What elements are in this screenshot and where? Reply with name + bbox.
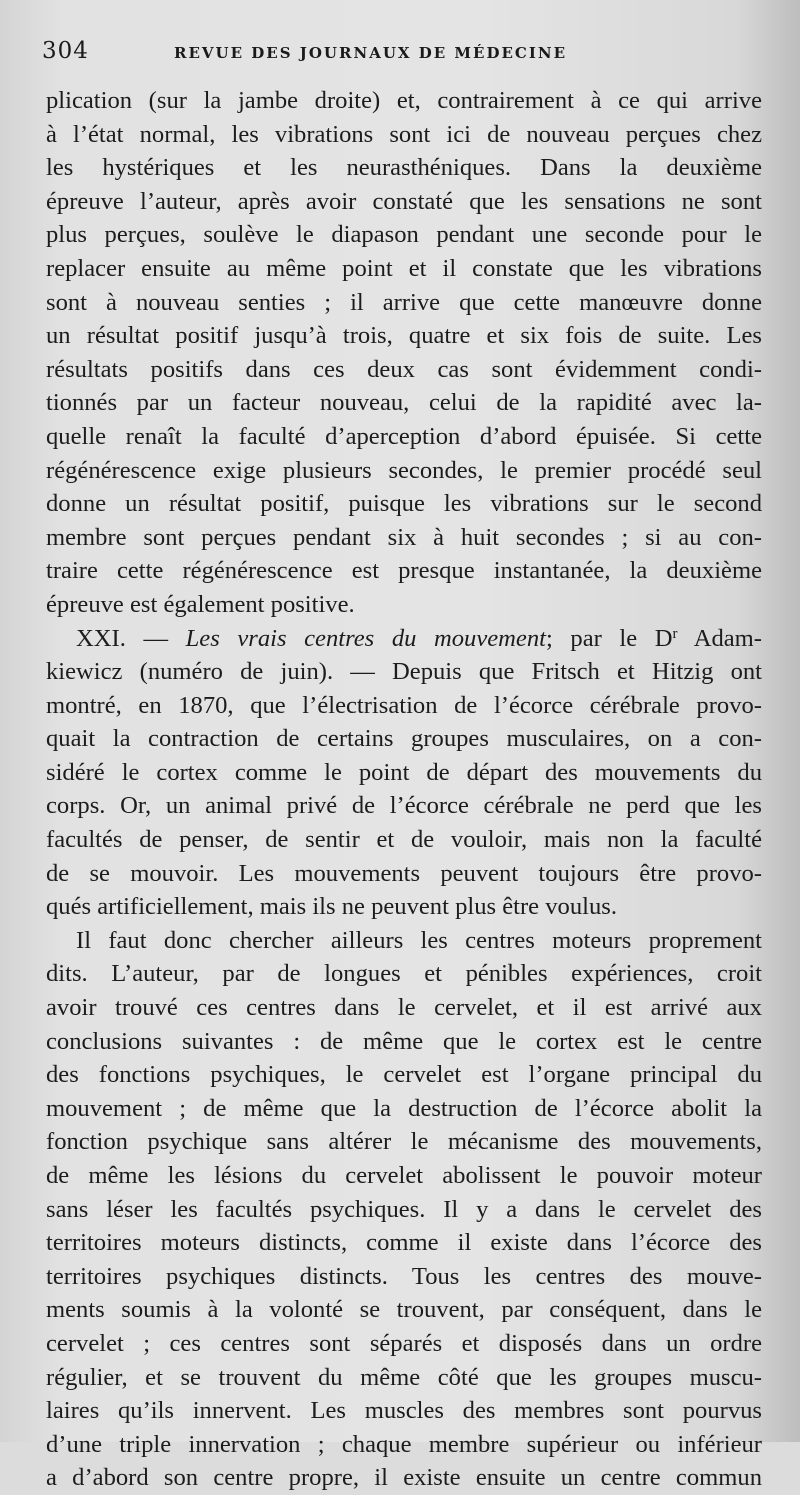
text-line: Il faut donc chercher ailleurs les centres moteurs proprement [76, 926, 762, 954]
superscript: r [672, 625, 678, 642]
text-line: épreuve l’auteur, après avoir constaté que les sensations ne sont [46, 187, 762, 215]
text-line: kiewicz (numéro de juin). — Depuis que Fritsch et Hitzig ont [46, 658, 762, 686]
text-line: avoir trouvé ces centres dans le cervelet, et il est arrivé aux [46, 994, 762, 1022]
text-line: conclusions suivantes : de même que le cortex est le centre [46, 1027, 762, 1055]
text-line: ments soumis à la volonté se trouvent, par conséquent, dans le [46, 1296, 762, 1324]
author-name: Adam- [677, 624, 762, 652]
section-number: XXI. — [76, 624, 169, 652]
text-line: fonction psychique sans altérer le mécanisme des mouvements, [46, 1128, 762, 1156]
text-line: plication (sur la jambe droite) et, contrairement à ce qui arrive [46, 87, 762, 114]
text-line: plus perçues, soulève le diapason pendant une seconde pour le [46, 221, 762, 249]
text-line: territoires moteurs distincts, comme il existe dans l’écorce des [46, 1229, 762, 1257]
section-heading-line [46, 622, 762, 656]
text-line: territoires psychiques distincts. Tous les centres des mouve- [46, 1262, 762, 1290]
running-title: REVUE DES JOURNAUX DE MÉDECINE [174, 44, 568, 62]
text-line: les hystériques et les neurasthéniques. Dans la deuxième [46, 154, 762, 182]
text-line: dits. L’auteur, par de longues et pénibles expériences, croit [46, 960, 762, 988]
text-line: replacer ensuite au même point et il constate que les vibrations [46, 254, 762, 282]
text-line: mouvement ; de même que la destruction de l’écorce abolit la [46, 1094, 762, 1122]
page-header [42, 38, 762, 70]
text-line: cervelet ; ces centres sont séparés et disposés dans un ordre [46, 1329, 762, 1357]
text-line: membre sont perçues pendant six à huit secondes ; si au con- [46, 523, 762, 551]
text-line: d’une triple innervation ; chaque membre supérieur ou inférieur [46, 1430, 762, 1458]
text-line: facultés de penser, de sentir et de vouloir, mais non la faculté [46, 826, 762, 854]
text-line: a d’abord son centre propre, il existe ensuite un centre commun [46, 1464, 762, 1492]
text-line: montré, en 1870, que l’électrisation de l’écorce cérébrale provo- [46, 691, 762, 719]
text-line: traire cette régénérescence est presque instantanée, la deuxième [46, 557, 762, 585]
text-line: qués artificiellement, mais ils ne peuvent plus être voulus. [46, 893, 617, 921]
body-text [46, 84, 762, 1495]
text-line: sidéré le cortex comme le point de départ des mouvements du [46, 758, 762, 786]
text-line: épreuve est également positive. [46, 590, 355, 618]
text-line: régénérescence exige plusieurs secondes, le premier procédé seul [46, 456, 762, 484]
section-title: Les vrais centres du mouvement [185, 624, 546, 652]
text-line: quelle renaît la faculté d’aperception d’abord épuisée. Si cette [46, 422, 762, 450]
text-line: corps. Or, un animal privé de l’écorce cérébrale ne perd que les [46, 792, 762, 820]
text-line: tionnés par un facteur nouveau, celui de la rapidité avec la- [46, 389, 762, 417]
text-line: sans léser les facultés psychiques. Il y a dans le cervelet des [46, 1195, 762, 1223]
text-line: donne un résultat positif, puisque les vibrations sur le second [46, 490, 762, 518]
text-line: sont à nouveau senties ; il arrive que cette manœuvre donne [46, 288, 762, 316]
text-line: de se mouvoir. Les mouvements peuvent toujours être provo- [46, 859, 762, 887]
text-line: à l’état normal, les vibrations sont ici de nouveau perçues chez [46, 120, 762, 148]
text-line: laires qu’ils innervent. Les muscles des membres sont pourvus [46, 1397, 762, 1425]
text-line: résultats positifs dans ces deux cas sont évidemment condi- [46, 355, 762, 383]
text-line: quait la contraction de certains groupes musculaires, on a con- [46, 725, 762, 753]
text-line: régulier, et se trouvent du même côté que les groupes muscu- [46, 1363, 762, 1391]
text-line: des fonctions psychiques, le cervelet est l’organe principal du [46, 1061, 762, 1089]
page-number: 304 [42, 38, 89, 64]
text-line: de même les lésions du cervelet abolissent le pouvoir moteur [46, 1162, 762, 1189]
text-line: un résultat positif jusqu’à trois, quatre et six fois de suite. Les [46, 322, 762, 350]
author-prefix: ; par le D [545, 624, 673, 652]
